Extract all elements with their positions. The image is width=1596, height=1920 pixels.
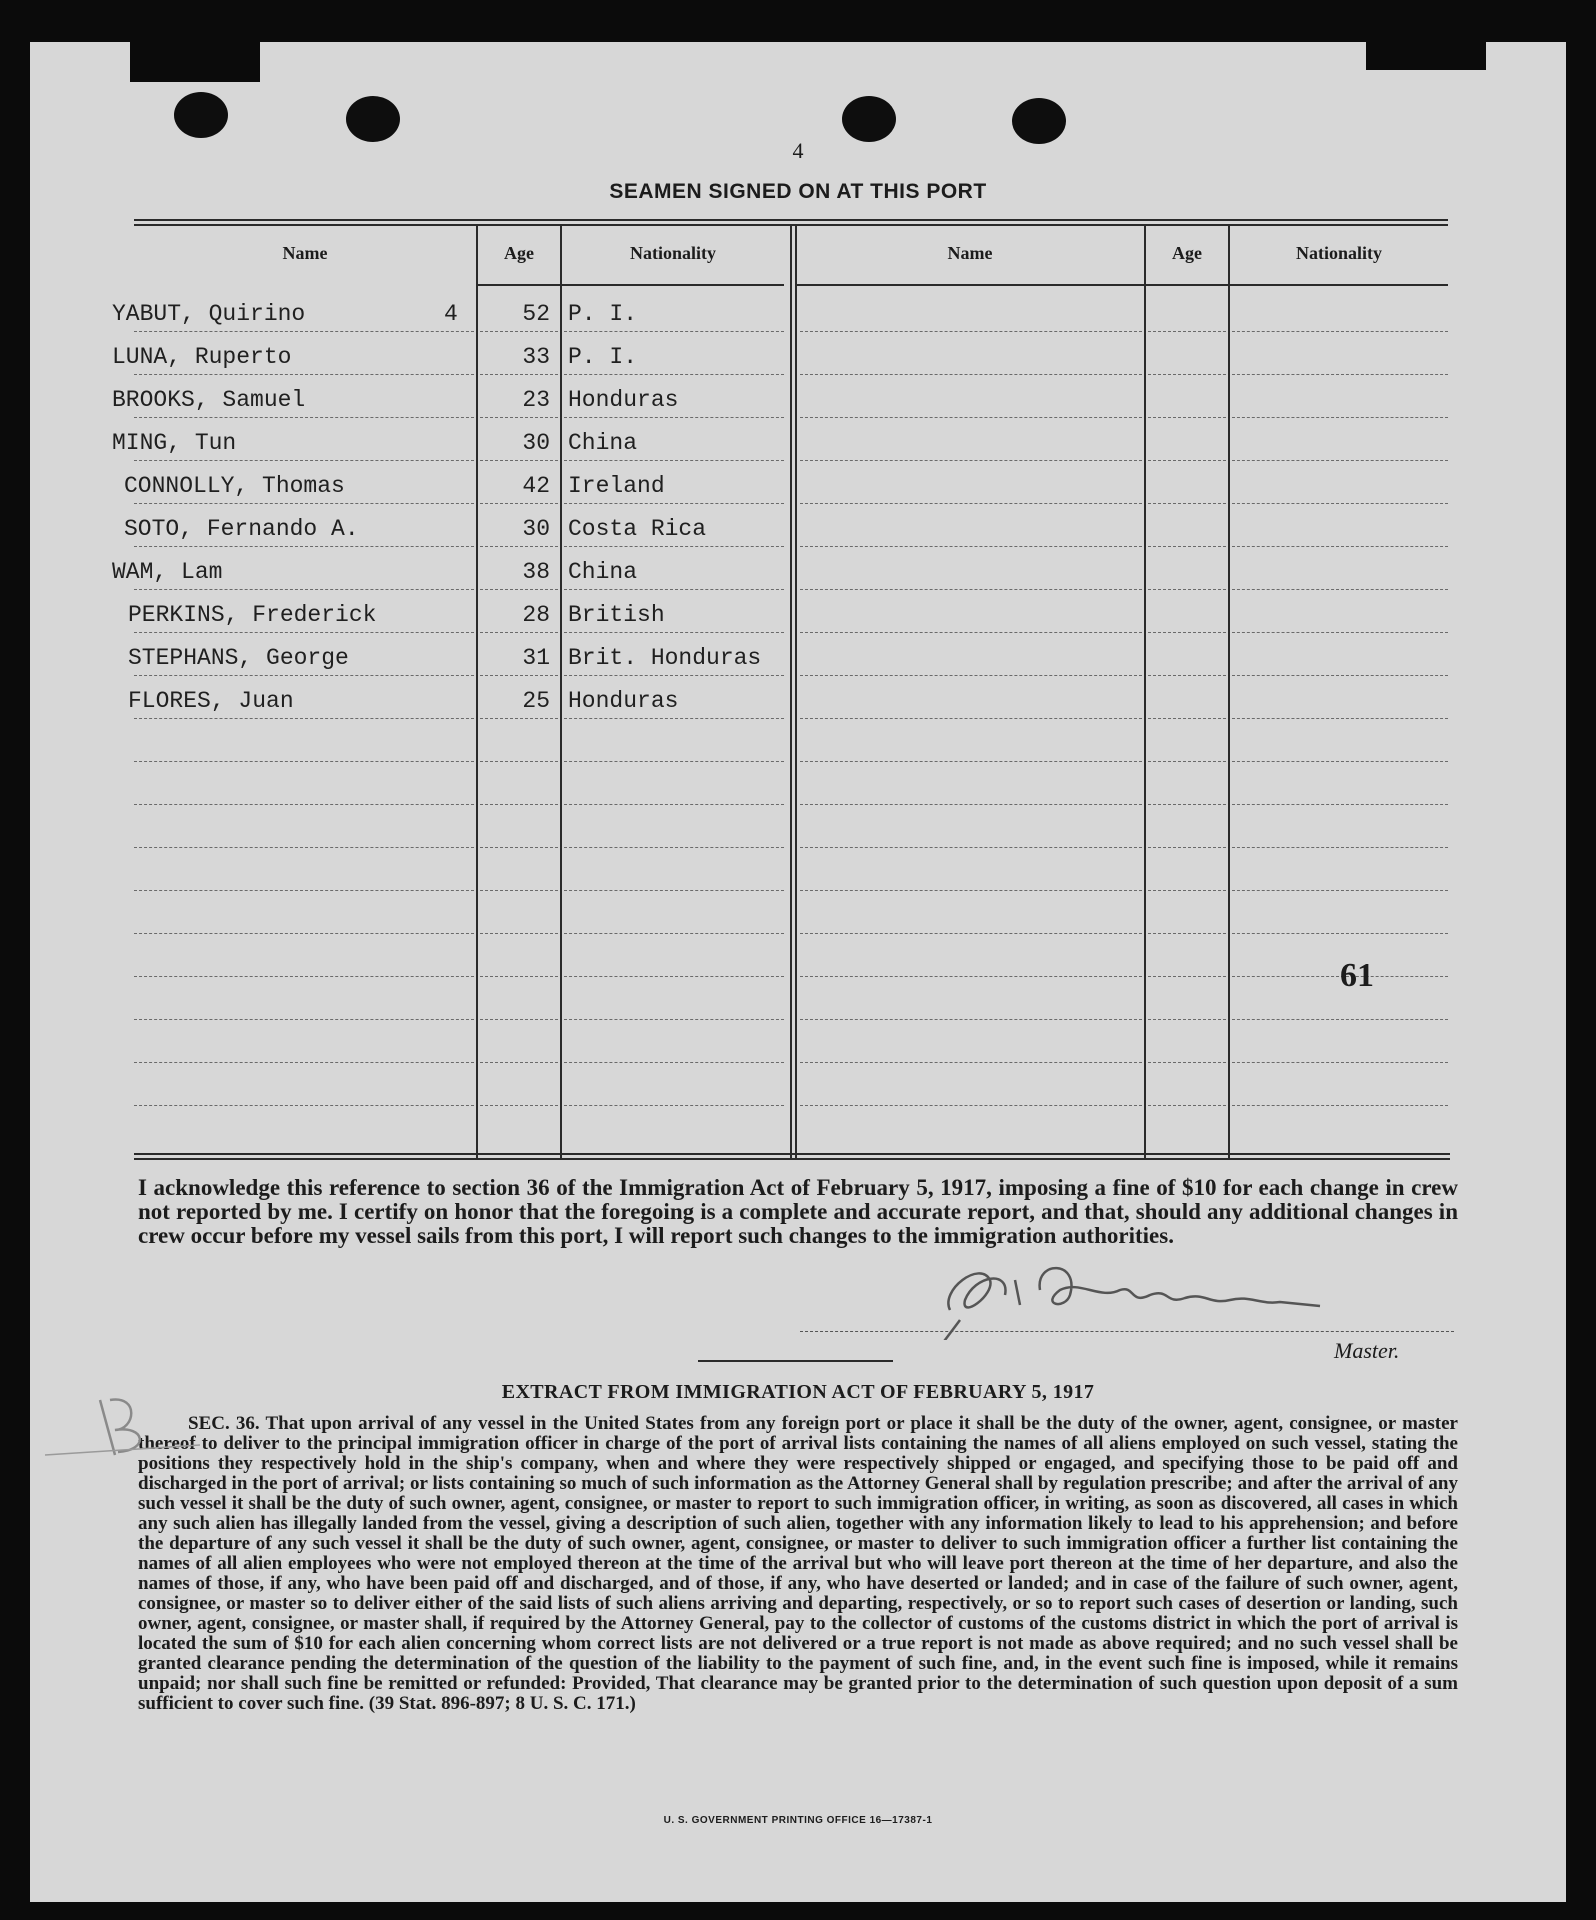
- seaman-age: 25: [522, 688, 550, 714]
- row-line: [564, 417, 784, 418]
- punch-hole: [174, 92, 228, 138]
- row-line: [1232, 1062, 1448, 1063]
- row-line: [564, 546, 784, 547]
- row-line: [134, 1019, 474, 1020]
- seaman-nationality: P. I.: [568, 301, 638, 327]
- row-line: [1148, 503, 1226, 504]
- row-line: [800, 632, 1142, 633]
- table-bottom-rule: [134, 1153, 1450, 1155]
- tally-number: 61: [1340, 957, 1374, 994]
- row-line: [480, 374, 558, 375]
- row-line: [1232, 546, 1448, 547]
- row-line: [1232, 890, 1448, 891]
- seaman-age: 30: [522, 516, 550, 542]
- row-line: [800, 417, 1142, 418]
- row-line: [1232, 632, 1448, 633]
- row-line: [480, 331, 558, 332]
- seaman-name: PERKINS, Frederick: [128, 602, 377, 628]
- row-line: [134, 675, 474, 676]
- row-line: [480, 933, 558, 934]
- seaman-age: 38: [522, 559, 550, 585]
- row-line: [480, 632, 558, 633]
- row-line: [1232, 417, 1448, 418]
- printer-line: U. S. GOVERNMENT PRINTING OFFICE 16—17387-1: [663, 1815, 933, 1826]
- column-rule: [560, 224, 562, 1160]
- row-line: [134, 804, 474, 805]
- column-rule: [795, 224, 797, 1160]
- row-line: [480, 675, 558, 676]
- column-rule: [476, 224, 478, 1160]
- punch-hole: [842, 96, 896, 142]
- row-line: [1148, 890, 1226, 891]
- row-line: [800, 1105, 1142, 1106]
- table-top-rule: [134, 219, 1448, 221]
- seaman-name: LUNA, Ruperto: [112, 344, 292, 370]
- row-line: [134, 890, 474, 891]
- seaman-name: FLORES, Juan: [128, 688, 294, 714]
- row-line: [800, 374, 1142, 375]
- header-bottom-rule: [796, 284, 1448, 286]
- row-line: [800, 331, 1142, 332]
- seaman-nationality: P. I.: [568, 344, 638, 370]
- row-line: [564, 890, 784, 891]
- row-line: [800, 718, 1142, 719]
- seaman-name: YABUT, Quirino: [112, 301, 306, 327]
- row-line: [1148, 374, 1226, 375]
- seaman-nationality: Honduras: [568, 688, 679, 714]
- row-line: [564, 976, 784, 977]
- row-line: [1232, 761, 1448, 762]
- row-line: [800, 503, 1142, 504]
- header-age-right: Age: [1172, 243, 1202, 263]
- row-line: [800, 761, 1142, 762]
- row-line: [134, 374, 474, 375]
- row-line: [800, 546, 1142, 547]
- row-line: [800, 890, 1142, 891]
- master-signature: [920, 1250, 1340, 1340]
- row-line: [480, 589, 558, 590]
- row-line: [1148, 933, 1226, 934]
- row-line: [134, 331, 474, 332]
- seaman-nationality: Costa Rica: [568, 516, 707, 542]
- header-bottom-rule: [478, 284, 784, 286]
- page-title: SEAMEN SIGNED ON AT THIS PORT: [609, 180, 987, 203]
- seaman-nationality: Honduras: [568, 387, 679, 413]
- seaman-age: 33: [522, 344, 550, 370]
- row-line: [564, 1105, 784, 1106]
- seaman-age: 28: [522, 602, 550, 628]
- row-line: [480, 503, 558, 504]
- row-line: [480, 1062, 558, 1063]
- row-line: [1148, 546, 1226, 547]
- row-line: [480, 804, 558, 805]
- tape-mark: [1366, 42, 1486, 70]
- row-line: [564, 460, 784, 461]
- row-line: [134, 460, 474, 461]
- row-line: [134, 589, 474, 590]
- row-line: [564, 847, 784, 848]
- row-line: [1232, 374, 1448, 375]
- row-line: [480, 1105, 558, 1106]
- row-line: [564, 804, 784, 805]
- row-line: [800, 933, 1142, 934]
- seaman-mark: 4: [444, 301, 458, 327]
- row-line: [564, 374, 784, 375]
- row-line: [1232, 460, 1448, 461]
- header-name-right: Name: [947, 243, 993, 263]
- row-line: [1232, 1019, 1448, 1020]
- row-line: [1232, 804, 1448, 805]
- row-line: [480, 546, 558, 547]
- row-line: [480, 976, 558, 977]
- seaman-nationality: China: [568, 430, 638, 456]
- seaman-name: CONNOLLY, Thomas: [124, 473, 345, 499]
- row-line: [564, 589, 784, 590]
- row-line: [800, 1019, 1142, 1020]
- column-rule: [790, 224, 792, 1160]
- row-line: [564, 503, 784, 504]
- row-line: [1232, 933, 1448, 934]
- row-line: [1148, 718, 1226, 719]
- row-line: [134, 933, 474, 934]
- row-line: [564, 1019, 784, 1020]
- row-line: [134, 503, 474, 504]
- tape-mark: [130, 42, 260, 82]
- column-rule: [1144, 224, 1146, 1160]
- header-nationality-right: Nationality: [1295, 243, 1382, 263]
- row-line: [800, 460, 1142, 461]
- row-line: [134, 546, 474, 547]
- row-line: [480, 1019, 558, 1020]
- row-line: [564, 718, 784, 719]
- row-line: [480, 761, 558, 762]
- row-line: [134, 632, 474, 633]
- seaman-name: MING, Tun: [112, 430, 237, 456]
- seaman-name: SOTO, Fernando A.: [124, 516, 359, 542]
- row-line: [800, 675, 1142, 676]
- row-line: [480, 718, 558, 719]
- row-line: [800, 1062, 1142, 1063]
- row-line: [134, 761, 474, 762]
- seaman-age: 42: [522, 473, 550, 499]
- row-line: [1148, 675, 1226, 676]
- row-line: [1232, 589, 1448, 590]
- column-rule: [1228, 224, 1230, 1160]
- row-line: [1148, 460, 1226, 461]
- seaman-name: STEPHANS, George: [128, 645, 349, 671]
- seaman-nationality: British: [568, 602, 665, 628]
- header-nationality-left: Nationality: [629, 243, 716, 263]
- seaman-age: 30: [522, 430, 550, 456]
- seaman-name: BROOKS, Samuel: [112, 387, 306, 413]
- row-line: [134, 718, 474, 719]
- row-line: [1232, 331, 1448, 332]
- row-line: [1232, 718, 1448, 719]
- row-line: [564, 632, 784, 633]
- row-line: [134, 976, 474, 977]
- signature-line: [800, 1331, 1454, 1332]
- row-line: [564, 675, 784, 676]
- row-line: [1148, 1019, 1226, 1020]
- row-line: [800, 847, 1142, 848]
- row-line: [134, 1105, 474, 1106]
- row-line: [134, 1062, 474, 1063]
- row-line: [1148, 331, 1226, 332]
- seaman-name: WAM, Lam: [112, 559, 223, 585]
- section-divider: [698, 1360, 893, 1362]
- page-number: 4: [792, 138, 804, 163]
- row-line: [1148, 804, 1226, 805]
- signature-label: Master.: [1334, 1338, 1400, 1363]
- row-line: [480, 417, 558, 418]
- faint-stamp: [40, 1340, 290, 1460]
- row-line: [1148, 976, 1226, 977]
- row-line: [564, 761, 784, 762]
- seaman-age: 23: [522, 387, 550, 413]
- row-line: [480, 460, 558, 461]
- row-line: [1232, 503, 1448, 504]
- seaman-nationality: Brit. Honduras: [568, 645, 762, 671]
- row-line: [800, 976, 1142, 977]
- row-line: [480, 890, 558, 891]
- row-line: [134, 847, 474, 848]
- extract-title: EXTRACT FROM IMMIGRATION ACT OF FEBRUARY 5, 1917: [501, 1381, 1095, 1403]
- row-line: [1148, 1062, 1226, 1063]
- row-line: [1148, 589, 1226, 590]
- acknowledgment-text: I acknowledge this reference to section 36 of the Immigration Act of February 5, 1917, imposing a fine of $10 for each change in crew not reported by me. I certify on honor that the foregoing is a complete and accurate report, and that, should any additional changes in crew occur before my vessel sails from this port, I will report such changes to the immigration authorities.: [138, 1175, 1458, 1248]
- seaman-age: 52: [522, 301, 550, 327]
- header-name-left: Name: [282, 243, 328, 263]
- row-line: [1232, 847, 1448, 848]
- row-line: [564, 1062, 784, 1063]
- row-line: [1148, 1105, 1226, 1106]
- row-line: [1232, 1105, 1448, 1106]
- punch-hole: [346, 96, 400, 142]
- seaman-age: 31: [522, 645, 550, 671]
- row-line: [1148, 761, 1226, 762]
- row-line: [564, 331, 784, 332]
- table-bottom-rule: [134, 1158, 1450, 1160]
- row-line: [1148, 417, 1226, 418]
- header-age-left: Age: [504, 243, 534, 263]
- row-line: [800, 804, 1142, 805]
- row-line: [134, 417, 474, 418]
- seaman-nationality: China: [568, 559, 638, 585]
- row-line: [1148, 847, 1226, 848]
- row-line: [1148, 632, 1226, 633]
- row-line: [480, 847, 558, 848]
- row-line: [564, 933, 784, 934]
- seaman-nationality: Ireland: [568, 473, 665, 499]
- row-line: [800, 589, 1142, 590]
- extract-text: SEC. 36. That upon arrival of any vessel in the United States from any foreign port or place it shall be the duty of the owner, agent, consignee, or master thereof to deliver to the principal immigration officer in charge of the port of arrival lists containing the names of all aliens employed on such vessel, stating the positions they respectively hold in the ship's company, when and where they were respectively shipped or engaged, and specifying those to be paid off and discharged in the port of arrival; or lists containing so much of such information as the Attorney General shall by regulation prescribe; and after the arrival of any such vessel it shall be the duty of such owner, agent, consignee, or master to report to such immigration officer, in writing, as soon as discovered, all cases in which any such alien has illegally landed from the vessel, giving a description of such alien, together with any information likely to lead to his apprehension; and before the departure of any such vessel it shall be the duty of such owner, agent, consignee, or master to deliver to such immigration officer a further list containing the names of all alien employees who were not employed thereon at the time of the arrival but who will leave port thereon at the time of her departure, and also the names of those, if any, who have been paid off and discharged, and of those, if any, who have deserted or landed; and in case of the failure of such owner, agent, consignee, or master so to deliver either of the said lists of such aliens arriving and departing, respectively, or so to report such cases of desertion or landing, such owner, agent, consignee, or master shall, if required by the Attorney General, pay to the collector of customs of the customs district in which the port of arrival is located the sum of $10 for each alien concerning whom correct lists are not delivered or a true report is not made as above required; and no such vessel shall be granted clearance pending the determination of the question of the liability to the payment of such fine, and, in the event such fine is imposed, while it remains unpaid; nor shall such fine be remitted or refunded: Provided, That clearance may be granted prior to the determination of such question upon deposit of a sum sufficient to cover such fine. (39 Stat. 896-897; 8 U. S. C. 171.): [138, 1413, 1458, 1714]
- row-line: [1232, 675, 1448, 676]
